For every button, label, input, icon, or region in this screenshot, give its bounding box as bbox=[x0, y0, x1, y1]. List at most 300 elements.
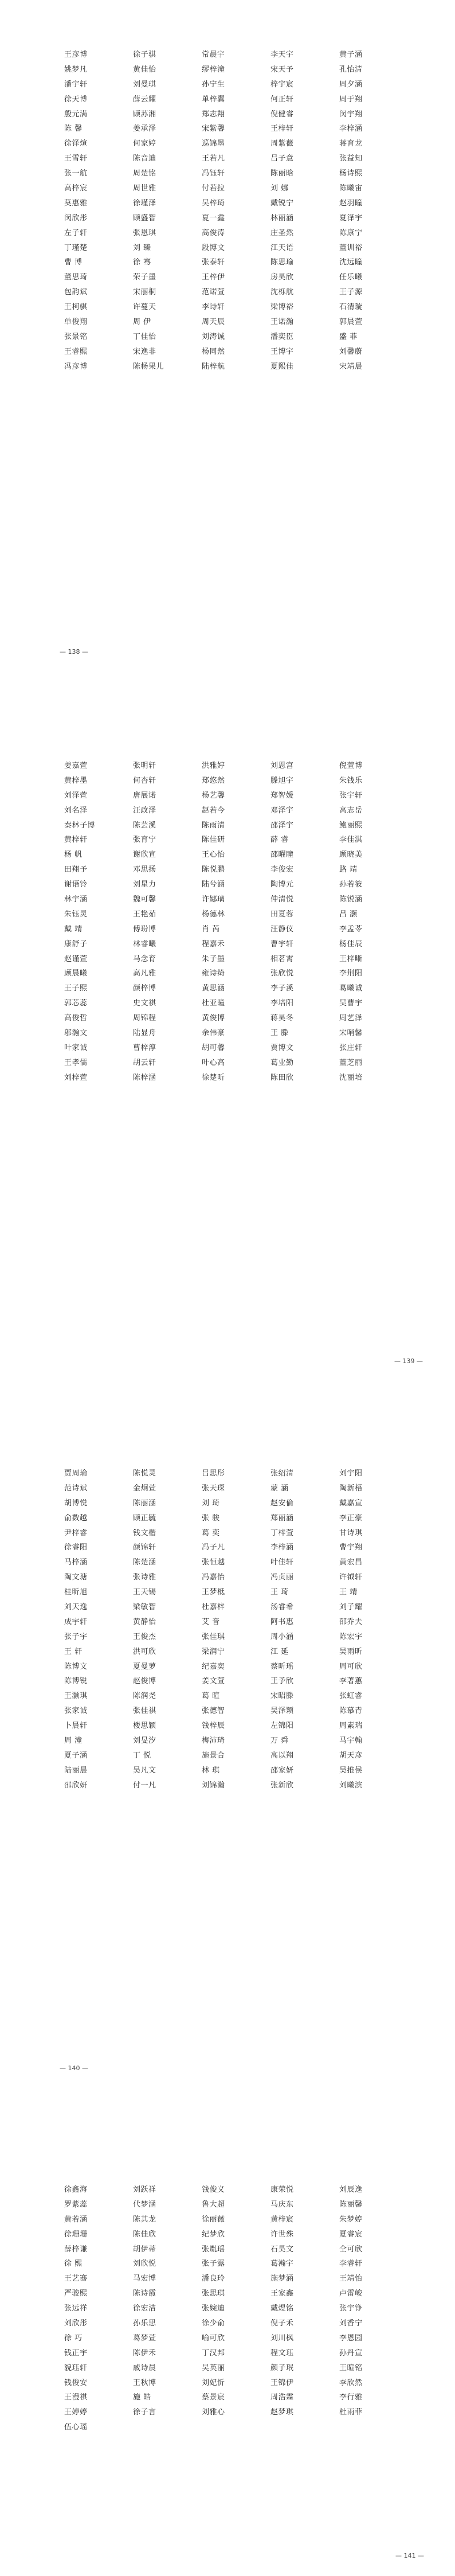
name-entry: 闵宇翔 bbox=[339, 110, 363, 119]
name-entry: 谢语铃 bbox=[64, 880, 88, 889]
name-entry: 孙若筱 bbox=[339, 880, 363, 889]
name-entry: 刘星力 bbox=[133, 880, 156, 889]
name-entry: 鲁大超 bbox=[202, 2200, 225, 2209]
name-entry: 李睿轩 bbox=[339, 2259, 363, 2269]
name-entry: 施 皓 bbox=[133, 2393, 151, 2402]
name-entry: 沈远瞳 bbox=[339, 258, 363, 267]
name-entry: 曹宇轩 bbox=[270, 939, 294, 949]
name-entry: 刘宇阳 bbox=[339, 1469, 363, 1478]
name-entry: 张欣悦 bbox=[270, 969, 294, 978]
name-entry: 张明轩 bbox=[133, 762, 156, 770]
name-entry: 杨 帆 bbox=[64, 850, 83, 860]
name-entry: 付一凡 bbox=[133, 1781, 156, 1790]
name-entry: 高俊涛 bbox=[202, 228, 225, 237]
name-grid bbox=[64, 2183, 408, 2435]
name-entry: 程文珏 bbox=[270, 2348, 294, 2358]
name-entry: 石昊文 bbox=[270, 2245, 294, 2254]
name-entry: 庄圣然 bbox=[270, 228, 294, 237]
name-entry: 王子熙 bbox=[64, 984, 88, 993]
name-entry: 张德智 bbox=[202, 1707, 225, 1716]
name-entry: 王诺瀚 bbox=[270, 318, 294, 327]
name-entry: 张育宁 bbox=[133, 836, 156, 845]
name-entry: 钱梓辰 bbox=[202, 1722, 225, 1731]
name-entry: 戴嘉宣 bbox=[339, 1498, 363, 1508]
name-entry: 陈伊禾 bbox=[133, 2348, 156, 2358]
name-entry: 陆梓航 bbox=[202, 362, 225, 371]
name-entry: 伍心瑶 bbox=[64, 2423, 88, 2432]
name-entry: 孙丹宣 bbox=[339, 2348, 363, 2358]
name-entry: 黄俊博 bbox=[202, 1014, 225, 1023]
name-entry: 徐楚昕 bbox=[202, 1073, 225, 1082]
name-entry: 江 延 bbox=[270, 1647, 289, 1656]
name-entry: 李行雅 bbox=[339, 2393, 363, 2402]
name-entry: 孔怡清 bbox=[339, 65, 363, 74]
name-entry: 吴曹宇 bbox=[339, 999, 363, 1008]
name-entry: 梁润宁 bbox=[202, 1647, 225, 1656]
name-entry: 宋天予 bbox=[270, 65, 294, 74]
name-entry: 宋逸非 bbox=[133, 347, 156, 356]
name-entry: 王艺骞 bbox=[64, 2274, 88, 2284]
name-entry: 梅沛琦 bbox=[202, 1736, 225, 1746]
name-entry: 赵若今 bbox=[202, 806, 225, 815]
name-entry: 尹梓睿 bbox=[64, 1528, 88, 1537]
name-entry: 吴英丽 bbox=[202, 2363, 225, 2372]
name-entry: 左锦阳 bbox=[270, 1722, 294, 1731]
name-entry: 孙乐思 bbox=[133, 2319, 156, 2328]
name-entry: 王靖怡 bbox=[339, 2274, 363, 2284]
name-entry: 张诗雅 bbox=[133, 1573, 156, 1582]
name-entry: 胡云轩 bbox=[133, 1058, 156, 1067]
name-entry: 盛 菲 bbox=[339, 332, 358, 341]
name-entry: 周艺泽 bbox=[339, 1014, 363, 1023]
name-entry: 朱子墨 bbox=[202, 954, 225, 963]
name-entry: 王婷婷 bbox=[64, 2408, 88, 2417]
name-entry: 戚诗晨 bbox=[133, 2363, 156, 2372]
name-entry: 许蔓天 bbox=[133, 303, 156, 312]
name-entry: 蔡昕瑶 bbox=[270, 1662, 294, 1671]
name-entry: 张恩琪 bbox=[133, 228, 156, 237]
page-number: — 139 — bbox=[394, 1357, 423, 1365]
name-entry: 吕 灏 bbox=[339, 910, 358, 919]
name-entry: 王梓伊 bbox=[202, 273, 225, 282]
name-entry: 刘曦滨 bbox=[339, 1781, 363, 1790]
name-entry: 王秋博 bbox=[133, 2378, 156, 2387]
name-entry: 陈宏宇 bbox=[339, 1632, 363, 1641]
name-entry: 吴推侯 bbox=[339, 1766, 363, 1775]
name-entry: 张家诚 bbox=[64, 1707, 88, 1716]
name-entry: 郑志翔 bbox=[202, 110, 225, 119]
page-number: — 141 — bbox=[395, 2552, 424, 2559]
name-entry: 王若凡 bbox=[202, 154, 225, 163]
name-entry: 朱钰灵 bbox=[64, 910, 88, 919]
name-entry: 姚梦凡 bbox=[64, 65, 88, 74]
name-entry: 张绍清 bbox=[270, 1469, 294, 1478]
name-entry: 赵羽瞳 bbox=[339, 198, 363, 208]
name-entry: 陈康宁 bbox=[339, 228, 363, 237]
name-entry: 周于翔 bbox=[339, 95, 363, 104]
name-entry: 杨德林 bbox=[202, 910, 225, 919]
name-entry: 王灏琪 bbox=[64, 1692, 88, 1701]
name-entry: 刘 臻 bbox=[133, 243, 151, 252]
name-entry: 刘涛诚 bbox=[202, 332, 225, 341]
name-entry: 单梓翼 bbox=[202, 95, 225, 104]
name-entry: 张佳琪 bbox=[202, 1632, 225, 1641]
name-entry: 丁汉邦 bbox=[202, 2348, 225, 2358]
name-entry: 施景合 bbox=[202, 1751, 225, 1760]
name-entry: 万 舜 bbox=[270, 1736, 289, 1746]
name-entry: 王艳茹 bbox=[133, 910, 156, 919]
name-entry: 周楚铭 bbox=[133, 169, 156, 178]
name-entry: 夏子涵 bbox=[64, 1751, 88, 1760]
name-entry: 顾晓美 bbox=[339, 850, 363, 860]
name-entry: 宋靖晨 bbox=[339, 362, 363, 371]
name-entry: 宋丽桐 bbox=[133, 288, 156, 297]
name-entry: 潘良玲 bbox=[202, 2274, 225, 2284]
name-entry: 陈音迪 bbox=[133, 154, 156, 163]
name-entry: 洪雅婷 bbox=[202, 762, 225, 770]
name-entry: 黄宏昌 bbox=[339, 1558, 363, 1567]
name-entry: 陈悦鹏 bbox=[202, 865, 225, 875]
name-grid bbox=[64, 1466, 408, 1793]
name-entry: 葛 暄 bbox=[202, 1692, 220, 1701]
name-entry: 马宏博 bbox=[133, 2274, 156, 2284]
name-entry: 蒙 涵 bbox=[270, 1484, 289, 1493]
name-entry: 李孟苓 bbox=[339, 924, 363, 934]
name-entry: 付若拉 bbox=[202, 184, 225, 193]
name-entry: 陈其龙 bbox=[133, 2215, 156, 2224]
name-entry: 王家鑫 bbox=[270, 2289, 294, 2298]
name-entry: 王子源 bbox=[339, 288, 363, 297]
name-entry: 陶新梧 bbox=[339, 1484, 363, 1493]
name-entry: 林丽涵 bbox=[270, 213, 294, 223]
name-grid bbox=[64, 759, 408, 1086]
name-entry: 陈田欣 bbox=[270, 1073, 294, 1082]
name-entry: 闵欣彤 bbox=[64, 213, 88, 223]
name-entry: 吴雨昕 bbox=[339, 1647, 363, 1656]
name-entry: 高俊哲 bbox=[64, 1014, 88, 1023]
name-entry: 周锦程 bbox=[133, 1014, 156, 1023]
name-entry: 倪子禾 bbox=[270, 2319, 294, 2328]
name-entry: 叶家诚 bbox=[64, 1043, 88, 1052]
name-entry: 夏一鑫 bbox=[202, 213, 225, 223]
name-entry: 王俊杰 bbox=[133, 1632, 156, 1641]
name-entry: 张思琪 bbox=[202, 2289, 225, 2298]
name-entry: 谢欣宣 bbox=[133, 850, 156, 860]
name-entry: 张一航 bbox=[64, 169, 88, 178]
name-entry: 徐 熙 bbox=[64, 2259, 83, 2269]
name-entry: 张庄轩 bbox=[339, 1043, 363, 1052]
name-entry: 张益知 bbox=[339, 154, 363, 163]
name-entry: 严骏熙 bbox=[64, 2289, 88, 2298]
name-entry: 荣子墨 bbox=[133, 273, 156, 282]
name-entry: 夏泽宇 bbox=[339, 213, 363, 223]
name-entry: 王予欣 bbox=[270, 1677, 294, 1686]
name-entry: 叶佳轩 bbox=[270, 1558, 294, 1567]
name-entry: 陈润尧 bbox=[133, 1692, 156, 1701]
name-entry: 巡锦墨 bbox=[202, 139, 225, 149]
name-entry: 任乐曦 bbox=[339, 273, 363, 282]
name-entry: 吕思彤 bbox=[202, 1469, 225, 1478]
name-entry: 薛梓谦 bbox=[64, 2245, 88, 2254]
name-entry: 张泰轩 bbox=[202, 258, 225, 267]
name-entry: 陈诗霞 bbox=[133, 2289, 156, 2298]
name-entry: 宋紫馨 bbox=[202, 124, 225, 134]
name-entry: 郑悠然 bbox=[202, 776, 225, 785]
name-entry: 段博文 bbox=[202, 243, 225, 252]
name-entry: 黄子涵 bbox=[339, 50, 363, 59]
name-entry: 刘锦瀚 bbox=[202, 1781, 225, 1790]
name-entry: 夏曼萝 bbox=[133, 1662, 156, 1671]
name-entry: 蒋育龙 bbox=[339, 139, 363, 149]
name-entry: 胡可馨 bbox=[202, 1043, 225, 1052]
name-entry: 常晨宇 bbox=[202, 50, 225, 59]
name-entry: 杜亚瞳 bbox=[202, 999, 225, 1008]
name-entry: 杨艺馨 bbox=[202, 791, 225, 800]
name-entry: 葛梦萱 bbox=[133, 2333, 156, 2343]
name-entry: 田夏蓉 bbox=[270, 910, 294, 919]
name-entry: 蔡景宸 bbox=[202, 2393, 225, 2402]
name-entry: 戴 靖 bbox=[64, 924, 83, 934]
name-entry: 钱正宇 bbox=[64, 2348, 88, 2358]
name-entry: 秦林子博 bbox=[64, 821, 96, 830]
name-entry: 石清璇 bbox=[339, 303, 363, 312]
name-entry: 金炯萱 bbox=[133, 1484, 156, 1493]
name-entry: 汪静仪 bbox=[270, 924, 294, 934]
name-entry: 陈曦宙 bbox=[339, 184, 363, 193]
name-entry: 姜文萱 bbox=[202, 1677, 225, 1686]
name-entry: 张婉迪 bbox=[202, 2304, 225, 2313]
name-grid bbox=[64, 48, 408, 374]
name-entry: 刘泽萱 bbox=[64, 791, 88, 800]
name-entry: 潘奕臣 bbox=[270, 332, 294, 341]
name-entry: 顾苏湘 bbox=[133, 110, 156, 119]
name-entry: 黄梓宸 bbox=[270, 2215, 294, 2224]
name-entry: 王梓轩 bbox=[270, 124, 294, 134]
name-entry: 王柯骐 bbox=[64, 303, 88, 312]
name-entry: 周 伊 bbox=[133, 318, 151, 327]
name-entry: 林睿曦 bbox=[133, 939, 156, 949]
name-entry: 王博宇 bbox=[270, 347, 294, 356]
name-entry: 徐宏洁 bbox=[133, 2304, 156, 2313]
name-entry: 徐 骞 bbox=[133, 258, 151, 267]
name-entry: 赵谨萱 bbox=[64, 954, 88, 963]
name-entry: 刘恩宫 bbox=[270, 762, 294, 770]
name-entry: 刘香宁 bbox=[339, 2319, 363, 2328]
name-entry: 刘跃祥 bbox=[133, 2185, 156, 2194]
name-entry: 曹梓淳 bbox=[133, 1043, 156, 1052]
name-entry: 邵欣妍 bbox=[64, 1781, 88, 1790]
name-entry: 楼思颖 bbox=[133, 1722, 156, 1731]
name-entry: 顾晨曦 bbox=[64, 969, 88, 978]
name-entry: 马庆东 bbox=[270, 2200, 294, 2209]
name-entry: 张景铭 bbox=[64, 332, 88, 341]
name-entry: 陈芸溪 bbox=[133, 821, 156, 830]
name-entry: 田翔予 bbox=[64, 865, 88, 875]
name-entry: 胡伊蒂 bbox=[133, 2245, 156, 2254]
name-entry: 陈思瑜 bbox=[270, 258, 294, 267]
name-entry: 杜嘉梓 bbox=[202, 1603, 225, 1612]
name-entry: 何家婷 bbox=[133, 139, 156, 149]
name-entry: 程嘉禾 bbox=[202, 939, 225, 949]
name-entry: 陈丽涵 bbox=[133, 1498, 156, 1508]
name-entry: 周素瑞 bbox=[339, 1722, 363, 1731]
name-entry: 黄静怡 bbox=[133, 1617, 156, 1626]
name-entry: 颜锦轩 bbox=[133, 1543, 156, 1552]
name-entry: 陆显舟 bbox=[133, 1029, 156, 1038]
name-entry: 殷元满 bbox=[64, 110, 88, 119]
name-entry: 徐天博 bbox=[64, 95, 88, 104]
name-entry: 徐铎煊 bbox=[64, 139, 88, 149]
name-entry: 徐 巧 bbox=[64, 2333, 83, 2343]
name-entry: 周 潼 bbox=[64, 1736, 83, 1746]
name-entry: 杨佳辰 bbox=[339, 939, 363, 949]
name-entry: 徐睿阳 bbox=[64, 1543, 88, 1552]
name-entry: 邵曜瞳 bbox=[270, 850, 294, 860]
name-entry: 余伟豪 bbox=[202, 1029, 225, 1038]
name-entry: 徐子骐 bbox=[133, 50, 156, 59]
name-entry: 钱俊义 bbox=[202, 2185, 225, 2194]
name-entry: 赵安倫 bbox=[270, 1498, 294, 1508]
name-entry: 杨诗熙 bbox=[339, 169, 363, 178]
name-entry: 叶心高 bbox=[202, 1058, 225, 1067]
name-entry: 王梓晰 bbox=[339, 954, 363, 963]
page-number: — 138 — bbox=[60, 648, 88, 655]
name-entry: 王心怡 bbox=[202, 850, 225, 860]
name-entry: 王 靖 bbox=[339, 1588, 358, 1597]
name-entry: 李梓涵 bbox=[339, 124, 363, 134]
name-entry: 史文祺 bbox=[133, 999, 156, 1008]
name-entry: 相茗霄 bbox=[270, 954, 294, 963]
name-entry: 许钺轩 bbox=[339, 1573, 363, 1582]
name-entry: 陈佳研 bbox=[202, 836, 225, 845]
name-entry: 纪梦欣 bbox=[202, 2230, 225, 2239]
name-entry: 徐子言 bbox=[133, 2408, 156, 2417]
name-entry: 艾 音 bbox=[202, 1617, 220, 1626]
name-entry: 路 靖 bbox=[339, 865, 358, 875]
name-entry: 刘梓萱 bbox=[64, 1073, 88, 1082]
name-entry: 刘名泽 bbox=[64, 806, 88, 815]
name-entry: 江天语 bbox=[270, 243, 294, 252]
name-entry: 陈杨果儿 bbox=[133, 362, 164, 371]
name-entry: 钱文楷 bbox=[133, 1528, 156, 1537]
name-entry: 徐瑾泽 bbox=[133, 198, 156, 208]
name-entry: 陈楚涵 bbox=[133, 1558, 156, 1567]
name-entry: 陈悦灵 bbox=[133, 1469, 156, 1478]
name-entry: 郑智媛 bbox=[270, 791, 294, 800]
name-entry: 马梓涵 bbox=[64, 1558, 88, 1567]
name-entry: 卢雷峻 bbox=[339, 2289, 363, 2298]
name-entry: 刘欣悦 bbox=[133, 2259, 156, 2269]
name-entry: 沈栎航 bbox=[270, 288, 294, 297]
name-entry: 周天辰 bbox=[202, 318, 225, 327]
name-entry: 黄梓墨 bbox=[64, 776, 88, 785]
name-entry: 陈梓涵 bbox=[133, 1073, 156, 1082]
name-entry: 汤睿希 bbox=[270, 1603, 294, 1612]
name-entry: 张新欣 bbox=[270, 1781, 294, 1790]
name-entry: 宋哨馨 bbox=[339, 1029, 363, 1038]
name-entry: 许世殊 bbox=[270, 2230, 294, 2239]
name-entry: 代梦涵 bbox=[133, 2200, 156, 2209]
name-entry: 邓泽宇 bbox=[270, 806, 294, 815]
name-entry: 张子宇 bbox=[64, 1632, 88, 1641]
name-entry: 孙宁生 bbox=[202, 80, 225, 89]
name-entry: 甘诗琪 bbox=[339, 1528, 363, 1537]
name-entry: 曹宇翔 bbox=[339, 1543, 363, 1552]
name-entry: 李欣然 bbox=[339, 2378, 363, 2387]
name-entry: 高梓宸 bbox=[64, 184, 88, 193]
name-entry: 李恩园 bbox=[339, 2333, 363, 2343]
name-entry: 张虹睿 bbox=[339, 1692, 363, 1701]
name-entry: 张宇轩 bbox=[339, 791, 363, 800]
name-entry: 陶文瑭 bbox=[64, 1573, 88, 1582]
name-entry: 朱钱乐 bbox=[339, 776, 363, 785]
name-entry: 包韵斌 bbox=[64, 288, 88, 297]
name-entry: 薛 睿 bbox=[270, 836, 289, 845]
name-entry: 张恒越 bbox=[202, 1558, 225, 1567]
name-entry: 李佳淇 bbox=[339, 836, 363, 845]
name-entry: 邵家妍 bbox=[270, 1766, 294, 1775]
name-entry: 倪健睿 bbox=[270, 110, 294, 119]
name-entry: 吴泽颖 bbox=[270, 1707, 294, 1716]
name-entry: 陈博文 bbox=[64, 1662, 88, 1671]
name-entry: 魏可馨 bbox=[133, 895, 156, 904]
name-entry: 单俊翔 bbox=[64, 318, 88, 327]
name-entry: 葛 奕 bbox=[202, 1528, 220, 1537]
name-entry: 何杏轩 bbox=[133, 776, 156, 785]
name-entry: 王 滕 bbox=[270, 1029, 289, 1038]
name-entry: 黄若涵 bbox=[64, 2215, 88, 2224]
name-entry: 刘川枫 bbox=[270, 2333, 294, 2343]
name-entry: 成宇轩 bbox=[64, 1617, 88, 1626]
name-entry: 陈雨清 bbox=[202, 821, 225, 830]
name-entry: 张天琛 bbox=[202, 1484, 225, 1493]
name-entry: 宋昭滕 bbox=[270, 1692, 294, 1701]
name-entry: 董思琦 bbox=[64, 273, 88, 282]
name-entry: 刘旻汐 bbox=[133, 1736, 156, 1746]
name-entry: 李天宇 bbox=[270, 50, 294, 59]
name-entry: 刘天逸 bbox=[64, 1603, 88, 1612]
name-entry: 杜雨菲 bbox=[339, 2408, 363, 2417]
name-entry: 莫惠雅 bbox=[64, 198, 88, 208]
name-entry: 傅玢博 bbox=[133, 924, 156, 934]
name-entry: 潘宇轩 bbox=[64, 80, 88, 89]
name-entry: 王天锡 bbox=[133, 1588, 156, 1597]
name-entry: 郭芯蕊 bbox=[64, 999, 88, 1008]
name-entry: 李诗轩 bbox=[202, 303, 225, 312]
name-entry: 桂昕旭 bbox=[64, 1588, 88, 1597]
name-entry: 鲍丽熙 bbox=[339, 821, 363, 830]
name-entry: 周小涵 bbox=[270, 1632, 294, 1641]
name-entry: 高志岳 bbox=[339, 806, 363, 815]
name-entry: 蒋昊冬 bbox=[270, 1014, 294, 1023]
name-entry: 赵梦琪 bbox=[270, 2408, 294, 2417]
name-entry: 陆兮涵 bbox=[202, 880, 225, 889]
name-entry: 高凡雅 bbox=[133, 969, 156, 978]
name-entry: 张佳祺 bbox=[133, 1707, 156, 1716]
name-entry: 马念育 bbox=[133, 954, 156, 963]
name-entry: 罗紫蕊 bbox=[64, 2200, 88, 2209]
name-entry: 姜嘉萱 bbox=[64, 762, 88, 770]
name-entry: 黄梓轩 bbox=[64, 836, 88, 845]
name-entry: 杨同然 bbox=[202, 347, 225, 356]
name-entry: 张远祥 bbox=[64, 2304, 88, 2313]
name-entry: 姜承泽 bbox=[133, 124, 156, 134]
name-entry: 贾周瑜 bbox=[64, 1469, 88, 1478]
name-entry: 王漫祺 bbox=[64, 2393, 88, 2402]
name-entry: 喻可欣 bbox=[202, 2333, 225, 2343]
name-entry: 洪可欣 bbox=[133, 1647, 156, 1656]
name-entry: 周浩霖 bbox=[270, 2393, 294, 2402]
